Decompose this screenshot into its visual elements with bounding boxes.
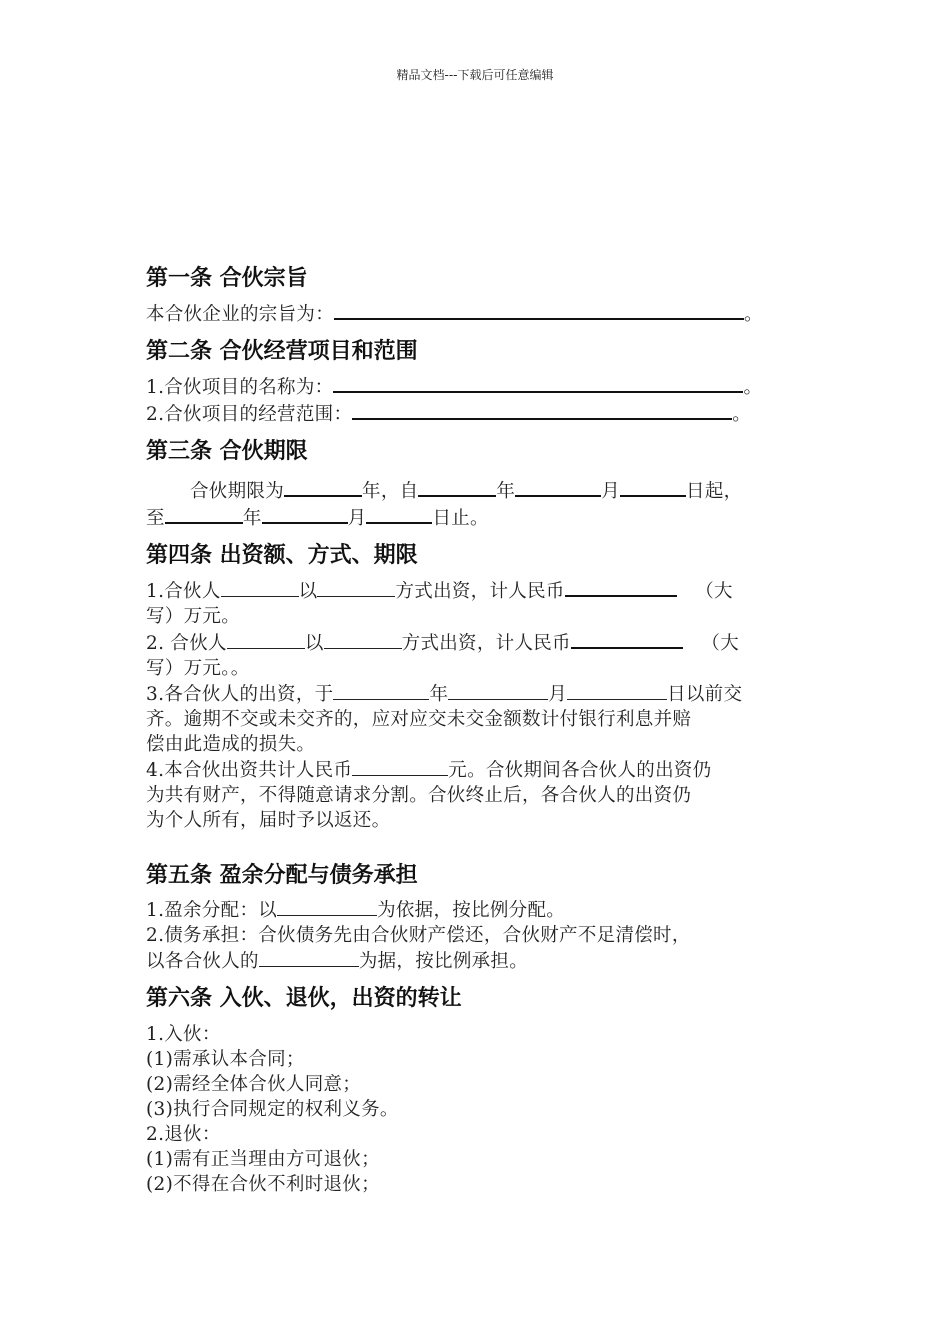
business-scope-blank[interactable] bbox=[352, 400, 732, 420]
profit-basis-blank[interactable] bbox=[277, 897, 377, 916]
project-name-blank[interactable] bbox=[333, 373, 743, 393]
deadline-year-blank[interactable] bbox=[333, 681, 429, 700]
article-4-item-4-cont-2: 为个人所有，届时予以返还。 bbox=[146, 810, 391, 831]
start-day-blank[interactable] bbox=[620, 477, 686, 497]
article-6-line: (3)执行合同规定的权利义务。 bbox=[146, 1099, 399, 1120]
article-4-item-3: 3.各合伙人的出资，于 年 月 日以前交 bbox=[146, 681, 818, 707]
article-6-line: (1)需承认本合同； bbox=[146, 1049, 305, 1070]
document-body bbox=[146, 262, 818, 1197]
article-5-title: 第五条 盈余分配与债务承担 bbox=[146, 863, 418, 888]
article-3-title: 第三条 合伙期限 bbox=[146, 439, 308, 464]
partner-1-amount-blank[interactable] bbox=[565, 577, 677, 597]
article-6-title: 第六条 入伙、退伙，出资的转让 bbox=[146, 986, 462, 1011]
article-4-item-1: 1.合伙人 以 方式出资，计人民币 （大 bbox=[146, 577, 818, 604]
article-4-item-3-cont-1: 齐。逾期不交或未交齐的，应对应交未交金额数计付银行利息并赔 bbox=[146, 709, 692, 730]
article-4-item-2-cont: 写）万元。。 bbox=[146, 658, 250, 679]
article-5-item-2: 2.债务承担：合伙债务先由合伙财产偿还，合伙财产不足清偿时， bbox=[146, 925, 691, 946]
partner-2-amount-blank[interactable] bbox=[571, 629, 683, 649]
start-year-blank[interactable] bbox=[418, 477, 496, 497]
purpose-blank[interactable] bbox=[334, 300, 744, 320]
start-month-blank[interactable] bbox=[515, 477, 601, 497]
page-header: 精品文档---下载后可任意编辑 bbox=[396, 68, 554, 82]
article-4-item-4: 4.本合伙出资共计人民币 元。合伙期间各合伙人的出资仍 bbox=[146, 757, 818, 783]
end-day-blank[interactable] bbox=[366, 504, 432, 524]
article-3-line-1: 合伙期限为 年，自 年 月 日起， bbox=[146, 477, 818, 504]
article-2-title: 第二条 合伙经营项目和范围 bbox=[146, 339, 418, 364]
article-6-line: (2)不得在合伙不利时退伙； bbox=[146, 1174, 380, 1195]
deadline-month-blank[interactable] bbox=[448, 681, 548, 700]
article-6-line: 1.入伙： bbox=[146, 1024, 221, 1045]
article-6-line: 2.退伙： bbox=[146, 1124, 221, 1145]
article-4-title: 第四条 出资额、方式、期限 bbox=[146, 543, 418, 568]
deadline-day-blank[interactable] bbox=[567, 681, 667, 700]
end-month-blank[interactable] bbox=[262, 504, 348, 524]
article-6-line: (2)需经全体合伙人同意； bbox=[146, 1074, 362, 1095]
total-capital-blank[interactable] bbox=[352, 757, 448, 776]
article-4-item-4-cont-1: 为共有财产，不得随意请求分割。合伙终止后，各合伙人的出资仍 bbox=[146, 785, 692, 806]
partner-2-name-blank[interactable] bbox=[227, 630, 305, 649]
article-3-line-2: 至 年 月 日止。 bbox=[146, 504, 818, 531]
article-2-item-2: 2.合伙项目的经营范围： 。 bbox=[146, 400, 818, 427]
partner-1-method-blank[interactable] bbox=[317, 578, 395, 597]
article-6-line: (1)需有正当理由方可退伙； bbox=[146, 1149, 380, 1170]
end-year-blank[interactable] bbox=[165, 504, 243, 524]
debt-basis-blank[interactable] bbox=[259, 948, 359, 967]
article-4-item-3-cont-2: 偿由此造成的损失。 bbox=[146, 734, 316, 755]
article-4-item-2: 2. 合伙人 以 方式出资，计人民币 （大 bbox=[146, 629, 818, 656]
article-4-item-1-cont: 写）万元。 bbox=[146, 606, 241, 627]
article-5-item-1: 1.盈余分配：以 为依据，按比例分配。 bbox=[146, 897, 818, 923]
article-1-title: 第一条 合伙宗旨 bbox=[146, 266, 308, 291]
article-2-item-1: 1.合伙项目的名称为： 。 bbox=[146, 373, 818, 400]
article-1-purpose-line: 本合伙企业的宗旨为： 。 bbox=[146, 300, 818, 327]
article-6-list bbox=[146, 1022, 818, 1197]
term-years-blank[interactable] bbox=[284, 477, 362, 497]
partner-2-method-blank[interactable] bbox=[324, 630, 402, 649]
article-5-item-2-cont: 以各合伙人的 为据，按比例承担。 bbox=[146, 948, 818, 974]
partner-1-name-blank[interactable] bbox=[221, 578, 299, 597]
